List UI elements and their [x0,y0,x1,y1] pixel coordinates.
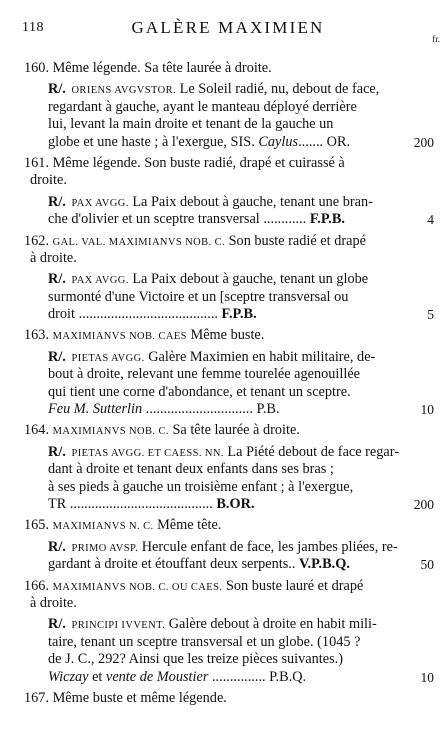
coin-legend: PAX AVGG. [71,275,129,287]
text-segment: de J. C., 292? Ainsi que les treize pièces suivantes.) [48,651,343,668]
reverse-description [0,194,446,229]
coin-legend: ORIENS AVGVSTOR. [71,85,177,97]
text-segment: vente de Moustier [105,668,209,685]
page-number: 118 [22,20,44,35]
obverse-entry [0,517,446,534]
text-line [0,194,446,211]
text-line [0,99,446,116]
text-segment: Le Soleil radié, nu, debout de face, [176,81,380,98]
obverse-entry [0,60,446,77]
price-value: 200 [413,496,434,512]
text-segment: 164. [24,422,53,439]
text-segment: 163. [24,327,53,344]
text-line [0,651,446,668]
text-line [0,289,446,306]
text-line [0,690,446,707]
reverse-description [0,349,446,419]
coin-legend: PRINCIPI IVVENT. [71,620,166,632]
text-segment: qui tient une corne d'abondance, et tenant un sceptre. [48,383,351,400]
coin-legend: PIETAS AVGG. ET CAESS. NN. [71,447,224,459]
reverse-mark: R/. [48,348,70,365]
text-line [0,422,446,439]
text-line [0,401,446,418]
reverse-description [0,271,446,323]
text-segment: et [88,668,106,685]
text-segment: .............................. P.B. [142,401,280,418]
text-segment: à droite. [30,249,77,266]
text-segment: Même légende. Sa tête laurée à droite. [52,60,272,76]
text-line [0,60,446,77]
text-segment: F.P.B. [221,306,257,323]
reverse-mark: R/. [48,443,70,460]
text-segment: B.OR. [216,495,255,512]
text-line [0,461,446,478]
text-line [0,327,446,344]
page-header [22,16,434,42]
text-line [0,233,446,250]
text-line [0,595,446,612]
text-line [0,172,446,189]
text-segment: che d'olivier et un sceptre transversal ............ [48,211,310,228]
text-segment: gardant à droite et étouffant deux serpents.. [48,556,300,573]
reverse-mark: R/. [48,81,70,98]
text-segment: La Paix debout à gauche, tenant une bran- [128,193,373,210]
text-line [0,306,446,323]
price-value: 50 [420,557,434,573]
text-segment: Galère debout à droite en habit mili- [165,616,377,633]
text-segment: F.P.B. [309,211,345,228]
text-segment: droit ....................................... [48,306,222,323]
price-value: 10 [420,402,434,418]
coin-legend: MAXIMIANVS N. C. [52,521,154,533]
text-line [0,384,446,401]
coin-legend: MAXIMIANVS NOB. C. OU CAES. [52,581,223,593]
text-segment: ....... OR. [298,133,351,150]
text-segment: Hercule enfant de face, les jambes pliées, re- [138,538,398,555]
coin-legend: MAXIMIANVS NOB. CAES [52,331,187,343]
price-value: 10 [420,669,434,685]
price-value: 200 [413,134,434,150]
obverse-entry [0,155,446,190]
running-title: GALÈRE MAXIMIEN [131,18,325,37]
currency-column-label: fr. [432,34,440,44]
text-line [0,578,446,595]
text-line [0,155,446,172]
text-line [0,134,446,151]
text-segment: 165. [24,517,53,534]
text-line [0,444,446,461]
text-segment: La Piété debout de face regar- [223,443,400,460]
text-segment: 160. [24,60,53,76]
text-line [0,250,446,267]
obverse-entry [0,422,446,439]
text-line [0,116,446,133]
text-line [0,81,446,98]
text-segment: Sa tête laurée à droite. [168,422,300,439]
text-segment: lui, levant la main droite et tenant de la gauche un [48,116,334,133]
text-segment: Même buste. [186,327,265,344]
obverse-entry [0,327,446,344]
text-segment: bout à droite, relevant une femme tourelée agenouillée [48,366,361,383]
price-value: 5 [427,307,434,323]
text-line [0,496,446,513]
text-segment: regardant à gauche, ayant le manteau déployé derrière [48,98,357,115]
reverse-mark: R/. [48,193,70,210]
text-line [0,634,446,651]
text-segment: 167. [24,689,53,706]
text-segment: Même tête. [153,517,222,534]
obverse-entry [0,690,446,707]
text-segment: Même légende. Son buste radié, drapé et cuirassé à [52,154,345,171]
text-segment: ............... P.B.Q. [208,668,307,685]
text-segment: Wiczay [48,668,89,685]
text-line [0,479,446,496]
text-segment: droite. [30,172,67,189]
text-segment: Galère Maximien en habit militaire, de- [144,348,376,365]
coin-legend: PRIMO AVSP. [71,542,139,554]
text-line [0,517,446,534]
reverse-mark: R/. [48,616,70,633]
text-segment: Son buste lauré et drapé [222,577,364,594]
coin-legend: GAL. VAL. MAXIMIANVS NOB. C. [52,236,226,248]
text-line [0,556,446,573]
text-segment: TR ........................................ [48,495,217,512]
reverse-description [0,81,446,151]
text-segment: 162. [24,232,53,249]
reverse-description [0,444,446,514]
text-segment: à ses pieds à gauche un troisième enfant ; à l'exergue, [48,478,354,495]
text-line [0,271,446,288]
text-segment: V.P.B.Q. [299,556,350,573]
text-segment: Feu M. Sutterlin [48,401,143,418]
text-line [0,211,446,228]
text-segment: surmonté d'une Victoire et un [sceptre transversal ou [48,288,349,305]
coin-legend: MAXIMIANVS NOB. C. [52,426,169,438]
text-segment: Caylus [258,133,299,150]
text-segment: à droite. [30,594,77,611]
reverse-description [0,616,446,686]
text-line [0,616,446,633]
text-segment: La Paix debout à gauche, tenant un globe [128,271,369,288]
text-segment: Son buste radié et drapé [225,232,366,249]
text-segment: taire, tenant un sceptre transversal et un globe. (1045 ? [48,633,361,650]
coin-legend: PAX AVGG. [71,197,129,209]
text-line [0,669,446,686]
reverse-mark: R/. [48,538,70,555]
entry-spacer [0,707,446,711]
text-segment: 166. [24,577,53,594]
coin-legend: PIETAS AVGG. [71,352,145,364]
text-line [0,349,446,366]
text-line [0,539,446,556]
reverse-description [0,539,446,574]
reverse-mark: R/. [48,271,70,288]
obverse-entry [0,233,446,268]
price-value: 4 [427,212,434,228]
text-segment: globe et une haste ; à l'exergue, SIS. [48,133,259,150]
obverse-entry [0,578,446,613]
text-segment: 161. [24,154,53,171]
text-line [0,366,446,383]
catalogue-entries [0,60,446,711]
text-segment: Même buste et même légende. [52,689,227,706]
text-segment: dant à droite et tenant deux enfants dans ses bras ; [48,461,334,478]
